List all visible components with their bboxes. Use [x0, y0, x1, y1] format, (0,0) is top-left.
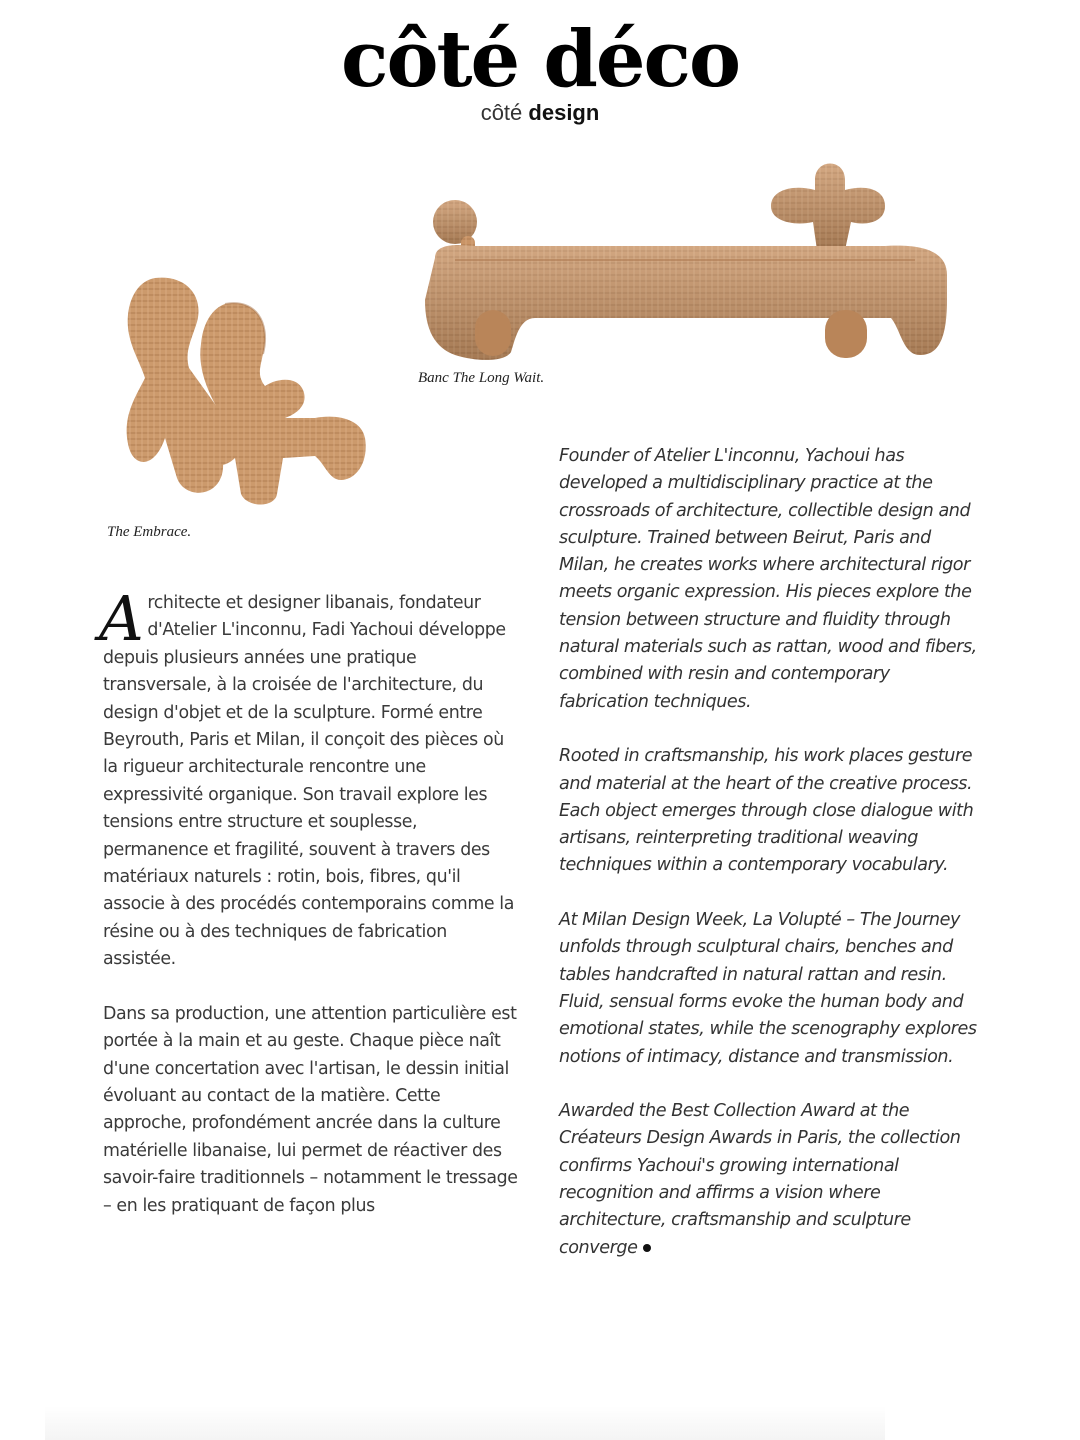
french-paragraph-1-text: rchitecte et designer libanais, fondateur d'Atelier L'inconnu, Fadi Yachoui développe depuis plusieurs années une pratique transversale, à la croisée de l'architecture, du design d'objet et de la sculpture. Formé entre Beyrouth, Paris et Milan, il conçoit des pièces où la rigueur architecturale rencontre une expressivité organique. Son travail explore les tensions entre structure et souplesse, permanence et fragilité, souvent à travers des matériaux naturels : rotin, bois, fibres, qu'il associe à des procédés contemporains comme la résine ou à des techniques de fabrication assistée. [103, 593, 514, 970]
embrace-caption: The Embrace. [107, 524, 192, 540]
english-paragraph: Founder of Atelier L'inconnu, Yachoui has developed a multidisciplinary practice at the crossroads of architecture, collectible design and sculpture. Trained between Beirut, Paris and Milan, he creates works where architectural rigor meets organic expression. His pieces explore the tension between structure and fluidity through natural materials such as rattan, wood and fibers, combined with resin and contemporary fabrication techniques. [559, 446, 977, 712]
section-bold: design [528, 100, 600, 125]
bench-caption: Banc The Long Wait. [418, 370, 545, 386]
english-paragraph [559, 1098, 979, 1262]
end-mark-icon [643, 1244, 651, 1252]
english-column [559, 443, 979, 1289]
magazine-title: côté déco [340, 14, 739, 105]
drop-cap: A [99, 582, 144, 655]
section-title [0, 100, 1080, 126]
embrace-photo [115, 268, 375, 508]
french-column [99, 582, 523, 1247]
english-paragraph: Rooted in craftsmanship, his work places gesture and material at the heart of the creative process. Each object emerges through close dialogue with artisans, reinterpreting traditional weaving techniques within a contemporary vocabulary. [559, 746, 974, 876]
bench-photo [415, 140, 965, 370]
section-prefix: côté [480, 100, 523, 125]
masthead [0, 14, 1080, 126]
english-paragraph: At Milan Design Week, La Volupté – The Journey unfolds through sculptural chairs, benches and tables handcrafted in natural rattan and resin. Fluid, sensual forms evoke the human body and emotional states, while the scenography explores notions of intimacy, distance and transmission. [559, 910, 977, 1067]
french-paragraph [99, 582, 523, 974]
page-bottom-shadow [45, 1406, 885, 1440]
english-paragraph-4-text: Awarded the Best Collection Award at the Créateurs Design Awards in Paris, the collection confirms Yachoui's growing international recognition and affirms a vision where architecture, craftsmanship and sculpture converge [559, 1101, 961, 1258]
french-paragraph: Dans sa production, une attention particulière est portée à la main et au geste. Chaque pièce naît d'une concertation avec l'artisan, le dessin initial évoluant au contact de la matière. Cette approche, profondément ancrée dans la culture matérielle libanaise, lui permet de réactiver des savoir-faire traditionnels – notamment le tressage – en les pratiquant de façon plus [103, 1003, 518, 1216]
